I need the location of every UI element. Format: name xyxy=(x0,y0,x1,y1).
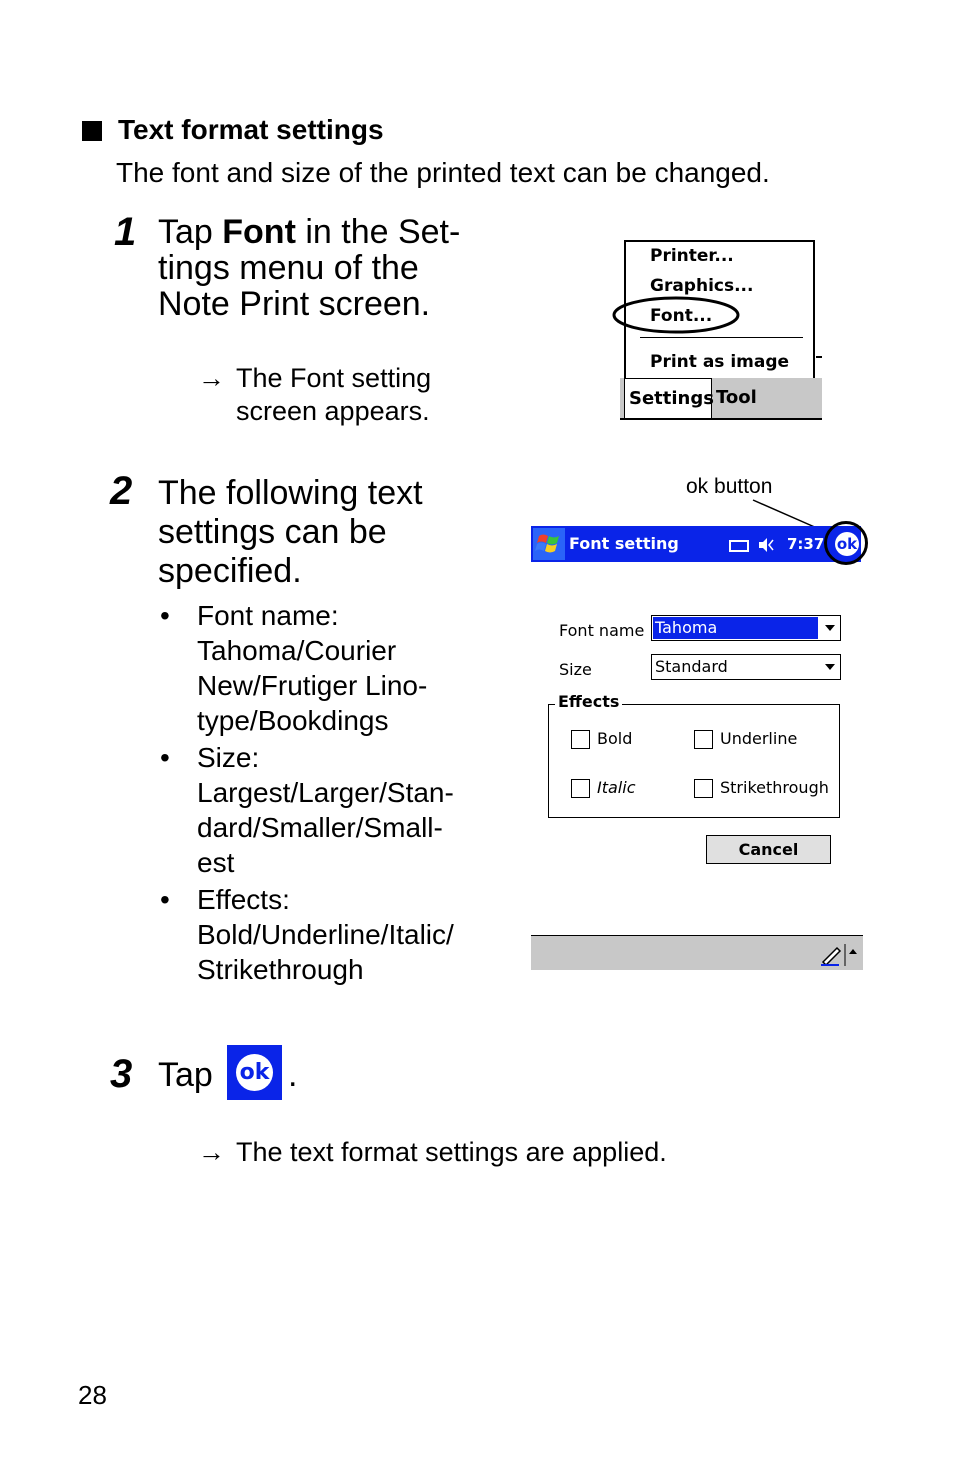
bullet-effects xyxy=(160,882,490,987)
settings-bullet-list xyxy=(160,598,490,989)
ok-highlight-circle xyxy=(824,521,868,565)
step-1-text-line-2: tings menu of the xyxy=(158,249,419,287)
menu-item-printer[interactable]: Printer... xyxy=(650,246,734,266)
bullet-font-name xyxy=(160,598,490,738)
step-3-result xyxy=(198,1136,667,1169)
chevron-up-icon xyxy=(849,949,857,954)
status-icons xyxy=(729,536,781,554)
step-3-period: . xyxy=(288,1056,298,1094)
step-2-line-2: settings can be xyxy=(158,513,387,551)
bullet-line: type/Bookdings xyxy=(197,705,389,736)
font-name-label: Font name xyxy=(559,621,645,640)
strikethrough-label: Strikethrough xyxy=(720,778,829,797)
bullet-line: Strikethrough xyxy=(197,954,364,985)
size-select[interactable] xyxy=(651,654,841,680)
bullet-dot-icon: • xyxy=(160,742,170,773)
step-1-text-post: in the Set- xyxy=(295,213,461,251)
menu-item-font[interactable]: Font... xyxy=(650,306,713,326)
step-2-number: 2 xyxy=(110,469,133,513)
cancel-button[interactable]: Cancel xyxy=(706,835,831,864)
clock[interactable]: 7:37 xyxy=(787,535,825,553)
bullet-dot-icon: • xyxy=(160,884,170,915)
ok-button-icon xyxy=(227,1045,282,1100)
step-2-line-1: The following text xyxy=(158,474,423,512)
chevron-down-icon[interactable] xyxy=(820,616,840,640)
volume-icon xyxy=(759,538,767,552)
chevron-down-icon[interactable] xyxy=(820,655,840,679)
italic-checkbox[interactable] xyxy=(571,779,590,798)
bold-checkbox[interactable] xyxy=(571,730,590,749)
bullet-line: Font name: xyxy=(197,600,339,631)
title-bar xyxy=(531,526,861,562)
bottom-toolbar xyxy=(531,935,863,970)
windows-flag-icon xyxy=(533,528,565,560)
step-3-number: 3 xyxy=(110,1052,133,1096)
step-1-result-line-2: screen appears. xyxy=(236,396,430,426)
bullet-line: Size: xyxy=(197,742,260,773)
step-2-text xyxy=(158,474,498,591)
size-label: Size xyxy=(559,660,592,679)
connectivity-icon xyxy=(730,541,748,551)
font-name-value: Tahoma xyxy=(653,617,818,639)
section-title: Text format settings xyxy=(118,114,384,145)
ok-button-callout: ok button xyxy=(686,475,773,498)
pen-icon xyxy=(823,948,840,965)
step-1-text-pre: Tap xyxy=(158,213,223,251)
effects-legend: Effects xyxy=(555,692,622,711)
result-arrow-icon: → xyxy=(198,363,225,393)
step-2-line-3: specified. xyxy=(158,552,302,590)
step-1-result-line-1: The Font setting xyxy=(236,363,432,393)
bullet-line: New/Frutiger Lino- xyxy=(197,670,428,701)
window-title: Font setting xyxy=(569,534,679,553)
strikethrough-checkbox[interactable] xyxy=(694,779,713,798)
bullet-line: Largest/Larger/Stan- xyxy=(197,777,454,808)
step-1-text-line-3: Note Print screen. xyxy=(158,285,431,323)
step-3-result-line-1: The text format settings are applied. xyxy=(236,1137,667,1167)
ok-button[interactable]: ok xyxy=(835,532,859,556)
bullet-dot-icon: • xyxy=(160,600,170,631)
menu-item-print-as-image[interactable]: Print as image xyxy=(650,352,790,372)
result-arrow-icon: → xyxy=(198,1137,225,1167)
bullet-line: est xyxy=(197,847,235,878)
font-highlight-circle xyxy=(614,298,738,332)
italic-label: Italic xyxy=(597,778,636,797)
step-3-text: Tap xyxy=(158,1056,213,1094)
menubar-tool[interactable]: Tool xyxy=(716,387,757,408)
step-1-text-bold: Font xyxy=(222,213,296,251)
font-name-select[interactable] xyxy=(651,615,841,641)
input-panel-icon[interactable] xyxy=(819,942,859,966)
size-value: Standard xyxy=(655,657,728,676)
bullet-size xyxy=(160,740,490,880)
page-number: 28 xyxy=(78,1380,107,1410)
effects-group xyxy=(548,704,840,818)
step-1-number: 1 xyxy=(114,210,137,254)
menubar-settings[interactable]: Settings xyxy=(624,378,712,418)
bullet-line: Tahoma/Courier xyxy=(197,635,397,666)
underline-label: Underline xyxy=(720,729,798,748)
start-menu-icon[interactable] xyxy=(533,528,565,560)
menu-item-graphics[interactable]: Graphics... xyxy=(650,276,754,296)
bullet-line: Effects: xyxy=(197,884,290,915)
bullet-line: Bold/Underline/Italic/ xyxy=(197,919,454,950)
underline-checkbox[interactable] xyxy=(694,730,713,749)
bullet-line: dard/Smaller/Small- xyxy=(197,812,443,843)
ok-icon-label: ok xyxy=(236,1054,273,1091)
bold-label: Bold xyxy=(597,729,633,748)
section-description: The font and size of the printed text can be changed. xyxy=(116,157,770,188)
